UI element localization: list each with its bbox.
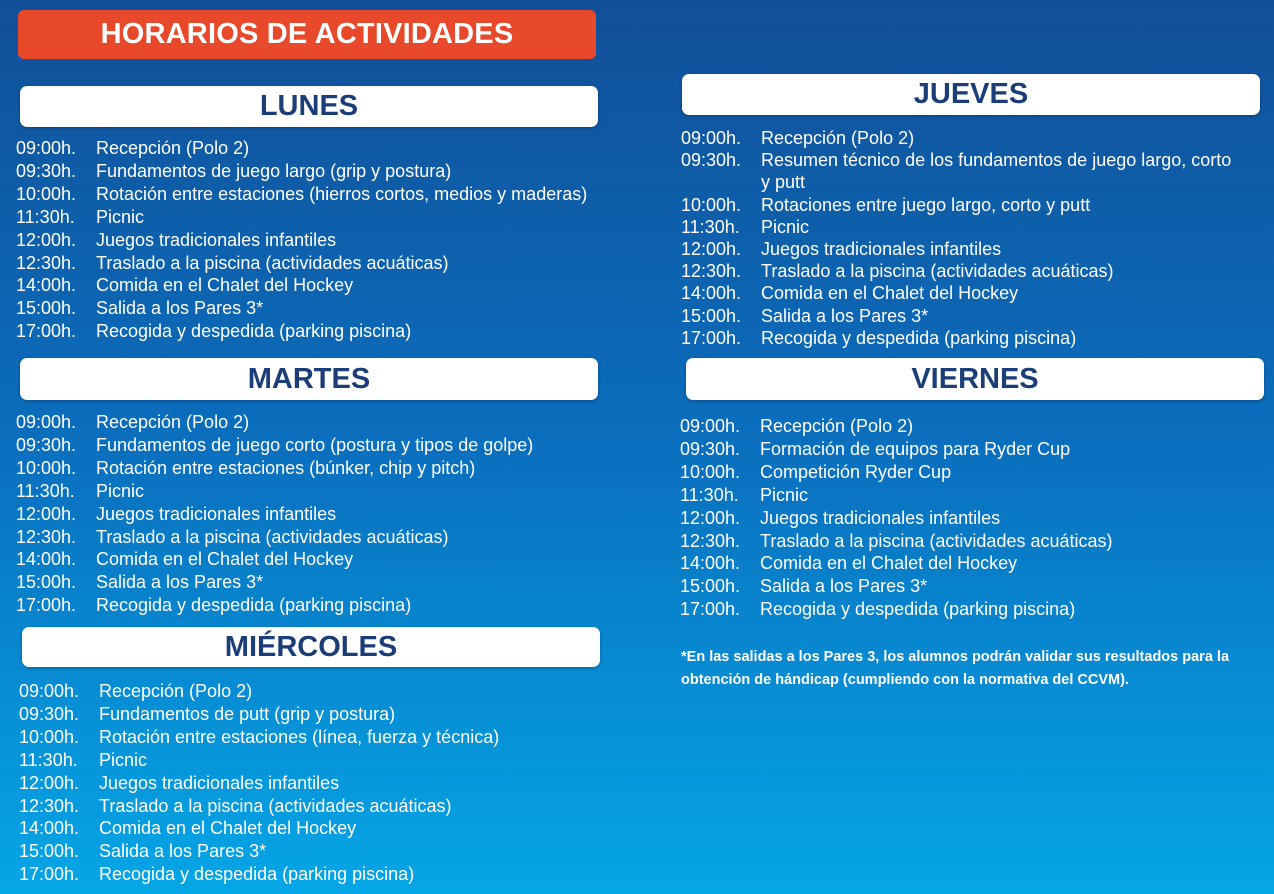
schedule-martes	[16, 411, 533, 617]
row-time: 09:30h.	[19, 703, 80, 724]
row-time: 10:00h.	[16, 183, 77, 204]
row-time: 14:00h.	[19, 818, 80, 839]
row-activity: Rotación entre estaciones (línea, fuerza y técnica)	[99, 726, 500, 747]
schedule-row	[680, 461, 1113, 484]
schedule-row	[681, 327, 1241, 349]
row-time: 14:00h.	[680, 553, 741, 574]
row-time: 15:00h.	[16, 572, 77, 593]
row-activity: Juegos tradicionales infantiles	[760, 507, 1001, 528]
row-activity: Recogida y despedida (parking piscina)	[761, 327, 1077, 348]
row-time: 14:00h.	[16, 549, 77, 570]
row-time: 09:00h.	[16, 412, 77, 432]
row-time: 11:30h.	[680, 484, 739, 505]
row-activity: Fundamentos de putt (grip y postura)	[99, 703, 396, 724]
row-time: 09:00h.	[19, 681, 80, 701]
schedule-row	[19, 863, 499, 886]
row-time: 12:30h.	[16, 252, 77, 273]
schedule-row	[19, 772, 499, 795]
row-time: 17:00h.	[19, 864, 80, 885]
schedule-row	[16, 183, 587, 206]
row-time: 12:30h.	[16, 526, 77, 547]
row-time: 14:00h.	[681, 283, 742, 304]
row-time: 09:30h.	[680, 438, 741, 459]
row-time: 09:00h.	[681, 128, 742, 148]
schedule-row	[681, 127, 1241, 149]
schedule-row	[680, 484, 1113, 507]
row-time: 09:30h.	[16, 160, 77, 181]
schedule-jueves	[681, 127, 1241, 349]
schedule-row	[16, 137, 587, 160]
schedule-row	[680, 598, 1113, 621]
row-activity: Salida a los Pares 3*	[96, 298, 264, 319]
row-activity: Recepción (Polo 2)	[96, 412, 250, 432]
day-header-martes: MARTES	[20, 358, 598, 400]
row-activity: Rotación entre estaciones (hierros cortos, medios y maderas)	[96, 183, 588, 204]
row-time: 10:00h.	[681, 194, 742, 215]
row-activity: Recogida y despedida (parking piscina)	[96, 595, 412, 616]
row-time: 12:00h.	[19, 772, 80, 793]
day-header-viernes: VIERNES	[686, 358, 1264, 400]
schedule-viernes	[680, 415, 1113, 621]
row-activity: Rotación entre estaciones (búnker, chip y pitch)	[96, 457, 476, 478]
schedule-row	[19, 680, 499, 703]
schedule-row	[16, 594, 533, 617]
schedule-row	[680, 507, 1113, 530]
page-title-banner: HORARIOS DE ACTIVIDADES	[18, 10, 596, 59]
row-time: 12:30h.	[19, 795, 80, 816]
schedule-row	[16, 320, 587, 343]
row-activity: Juegos tradicionales infantiles	[761, 239, 1002, 260]
row-time: 15:00h.	[680, 576, 741, 597]
schedule-row	[681, 149, 1241, 193]
row-activity: Traslado a la piscina (actividades acuáticas)	[760, 530, 1113, 551]
row-time: 17:00h.	[16, 595, 77, 616]
row-activity: Picnic	[96, 206, 145, 227]
schedule-row	[16, 274, 587, 297]
row-activity: Comida en el Chalet del Hockey	[761, 283, 1019, 304]
schedule-row	[16, 548, 533, 571]
day-header-miercoles: MIÉRCOLES	[22, 627, 600, 667]
row-activity: Picnic	[99, 749, 148, 770]
row-activity: Picnic	[96, 480, 145, 501]
schedule-row	[16, 252, 587, 275]
row-activity: Recepción (Polo 2)	[99, 681, 253, 701]
schedule-row	[16, 526, 533, 549]
row-time: 12:00h.	[16, 503, 77, 524]
row-activity: Recogida y despedida (parking piscina)	[99, 864, 415, 885]
row-time: 12:30h.	[681, 261, 742, 282]
day-header-jueves: JUEVES	[682, 74, 1260, 115]
row-activity: Comida en el Chalet del Hockey	[96, 275, 354, 296]
row-time: 10:00h.	[16, 457, 77, 478]
schedule-row	[16, 503, 533, 526]
row-time: 11:30h.	[16, 206, 75, 227]
schedule-row	[680, 438, 1113, 461]
schedule-row	[681, 194, 1241, 216]
row-activity: Fundamentos de juego largo (grip y postura)	[96, 160, 452, 181]
schedule-row	[16, 434, 533, 457]
schedule-row	[16, 297, 587, 320]
row-time: 09:30h.	[16, 434, 77, 455]
schedule-row	[681, 260, 1241, 282]
row-activity: Juegos tradicionales infantiles	[99, 772, 340, 793]
row-activity: Recepción (Polo 2)	[760, 416, 914, 436]
schedule-miercoles	[19, 680, 499, 886]
row-time: 15:00h.	[16, 298, 77, 319]
schedule-row	[19, 840, 499, 863]
row-time: 17:00h.	[16, 321, 77, 342]
schedule-row	[16, 571, 533, 594]
row-activity: Traslado a la piscina (actividades acuáticas)	[96, 252, 449, 273]
row-activity: Recogida y despedida (parking piscina)	[96, 321, 412, 342]
row-activity: Recepción (Polo 2)	[96, 138, 250, 158]
schedule-row	[680, 530, 1113, 553]
schedule-row	[681, 238, 1241, 260]
row-activity: Traslado a la piscina (actividades acuáticas)	[99, 795, 452, 816]
row-activity: Resumen técnico de los fundamentos de juego largo, corto y putt	[761, 150, 1232, 193]
schedule-row	[19, 817, 499, 840]
row-time: 09:30h.	[681, 150, 742, 171]
schedule-row	[681, 282, 1241, 304]
schedule-row	[681, 216, 1241, 238]
row-activity: Competición Ryder Cup	[760, 461, 952, 482]
row-activity: Traslado a la piscina (actividades acuáticas)	[96, 526, 449, 547]
row-activity: Comida en el Chalet del Hockey	[96, 549, 354, 570]
schedule-row	[16, 160, 587, 183]
row-activity: Traslado a la piscina (actividades acuáticas)	[761, 261, 1114, 282]
row-activity: Formación de equipos para Ryder Cup	[760, 438, 1071, 459]
schedule-row	[680, 575, 1113, 598]
row-activity: Juegos tradicionales infantiles	[96, 229, 337, 250]
row-time: 17:00h.	[680, 599, 741, 620]
row-time: 10:00h.	[680, 461, 741, 482]
row-time: 11:30h.	[16, 480, 75, 501]
row-activity: Picnic	[760, 484, 809, 505]
row-activity: Rotaciones entre juego largo, corto y putt	[761, 194, 1091, 215]
row-activity: Recepción (Polo 2)	[761, 128, 915, 148]
schedule-row	[16, 411, 533, 434]
row-time: 10:00h.	[19, 726, 80, 747]
schedule-row	[680, 552, 1113, 575]
row-time: 12:00h.	[16, 229, 77, 250]
row-activity: Salida a los Pares 3*	[96, 572, 264, 593]
row-activity: Salida a los Pares 3*	[99, 841, 267, 862]
schedule-row	[19, 749, 499, 772]
row-time: 17:00h.	[681, 327, 742, 348]
schedule-row	[16, 480, 533, 503]
row-activity: Fundamentos de juego corto (postura y tipos de golpe)	[96, 434, 534, 455]
row-time: 09:00h.	[16, 138, 77, 158]
row-time: 11:30h.	[681, 216, 740, 237]
day-header-lunes: LUNES	[20, 86, 598, 127]
schedule-row	[16, 457, 533, 480]
schedule-row	[681, 305, 1241, 327]
row-activity: Picnic	[761, 216, 810, 237]
footnote: *En las salidas a los Pares 3, los alumnos podrán validar sus resultados para la obtención de hándicap (cumpliendo con la normativa del CCVM).	[681, 649, 1230, 688]
row-activity: Comida en el Chalet del Hockey	[760, 553, 1018, 574]
schedule-row	[19, 726, 499, 749]
schedule-row	[16, 206, 587, 229]
row-activity: Recogida y despedida (parking piscina)	[760, 599, 1076, 620]
schedule-row	[680, 415, 1113, 438]
schedule-row	[16, 229, 587, 252]
row-time: 14:00h.	[16, 275, 77, 296]
row-time: 09:00h.	[680, 416, 741, 436]
row-time: 15:00h.	[681, 305, 742, 326]
row-time: 12:30h.	[680, 530, 741, 551]
row-time: 11:30h.	[19, 749, 78, 770]
row-activity: Comida en el Chalet del Hockey	[99, 818, 357, 839]
schedule-row	[19, 795, 499, 818]
schedule-lunes	[16, 137, 587, 343]
row-activity: Juegos tradicionales infantiles	[96, 503, 337, 524]
schedule-row	[19, 703, 499, 726]
row-time: 15:00h.	[19, 841, 80, 862]
row-time: 12:00h.	[681, 239, 742, 260]
row-activity: Salida a los Pares 3*	[761, 305, 929, 326]
row-activity: Salida a los Pares 3*	[760, 576, 928, 597]
row-time: 12:00h.	[680, 507, 741, 528]
